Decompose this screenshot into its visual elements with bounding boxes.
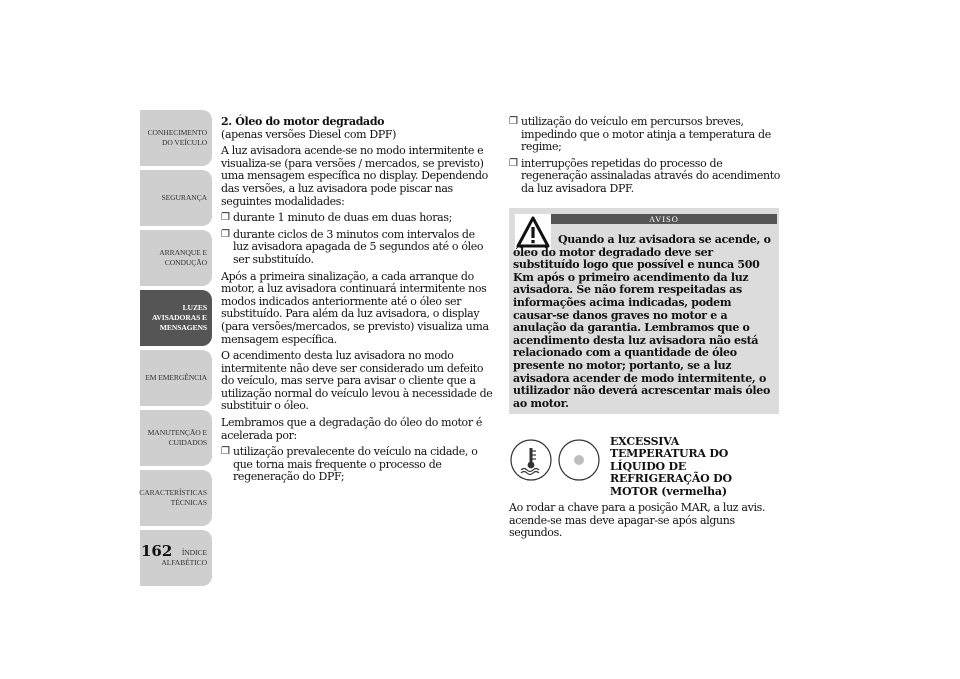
tab-seguranca[interactable] (140, 170, 212, 226)
list-item (221, 229, 493, 267)
checkbox-bullet-icon: ❐ (221, 212, 230, 224)
list-item-text: interrupções repetidas do processo de regeneração assinaladas através do acendimento da luz avisadora DPF. (521, 156, 781, 195)
list-item (221, 446, 493, 484)
tab-label: SEGURANÇA (161, 193, 207, 202)
page-number: 162 (141, 542, 173, 560)
paragraph: O acendimento desta luz avisadora no modo intermitente não deve ser considerado um defeito do veículo, mas serve para avisar o cliente que a utilização normal do veículo levou à necessidade de substituir o óleo. (221, 349, 493, 413)
paragraph: Após a primeira sinalização, a cada arranque do motor, a luz avisadora continuará intermitente nos modos indicados anteriormente até o óleo ser substituído. Para além da luz avisadora, o display (para versões/mercados, se previsto) visualiza uma mensagem específica. (221, 269, 489, 346)
chapter-sidebar (140, 110, 212, 590)
list-item (221, 212, 493, 225)
list-item-text: durante ciclos de 3 minutos com intervalos de luz avisadora apagada de 5 segundos até o óleo ser substituído. (233, 227, 484, 266)
checkbox-bullet-icon: ❐ (509, 157, 518, 169)
tab-manutencao-e-cuidados[interactable] (140, 410, 212, 466)
paragraph: A luz avisadora acende-se no modo intermitente e visualiza-se (para versões / mercados, se previsto) uma mensagem específica no display. Dependendo das versões, a luz avisadora pode piscar nas seguintes modalidades: (221, 144, 488, 208)
tab-em-emergencia[interactable] (140, 350, 212, 406)
tab-conhecimento-do-veiculo[interactable] (140, 110, 212, 166)
list-item (509, 158, 781, 196)
tab-label: MANUTENÇÃO E CUIDADOS (147, 428, 207, 447)
checkbox-bullet-icon: ❐ (221, 446, 230, 458)
list-item-text: utilização do veículo em percursos breves, impedindo que o motor atinja a temperatura de regime; (521, 115, 771, 154)
paragraph: Ao rodar a chave para a posição MAR, a luz avis. acende-se mas deve apagar-se após alguns segundos. (509, 501, 766, 540)
warning-title: AVISO (551, 214, 777, 224)
checkbox-bullet-icon: ❐ (509, 116, 518, 127)
checkbox-bullet-icon: ❐ (221, 228, 230, 240)
list-item-text: utilização prevalecente do veículo na cidade, o que torna mais frequente o processo de regeneração do DPF; (233, 445, 478, 484)
tab-label: CARACTERÍSTICAS TÉCNICAS (139, 488, 207, 507)
tab-label: EM EMERGÊNCIA (145, 373, 207, 382)
list-item-text: durante 1 minuto de duas em duas horas; (233, 211, 452, 225)
list-item (509, 116, 781, 154)
tab-label: CONHECIMENTO DO VEÍCULO (147, 128, 207, 147)
warning-box (509, 208, 779, 414)
tab-arranque-e-conducao[interactable] (140, 230, 212, 286)
paragraph: Lembramos que a degradação do óleo do motor é acelerada por: (221, 416, 483, 442)
right-column (509, 116, 781, 200)
left-column (221, 116, 493, 488)
warning-text: Quando a luz avisadora se acende, o óleo do motor degradado deve ser substituído logo que possível e nunca 500 Km após o primeiro acendimento da luz avisadora. Se não forem respeitadas as informações acima indicadas, podem causar-se danos graves no motor e a anulação da garantia. Lembramos que o acendimento desta luz avisadora não está relacionado com a quantidade de óleo presente no motor; portanto, se a luz avisadora acender de modo intermitente, o utilizador não deverá acrescentar mais óleo ao motor. (513, 233, 771, 410)
tab-caracteristicas-tecnicas[interactable] (140, 470, 212, 526)
section-subheading: (apenas versões Diesel com DPF) (221, 127, 397, 141)
indicator-icons (509, 436, 599, 486)
tab-label: ÍNDICE ALFABÉTICO (161, 548, 207, 567)
indicator-dot-icon (557, 438, 601, 482)
coolant-temperature-icon (509, 438, 553, 482)
excess-temperature-heading: EXCESSIVA TEMPERATURA DO LÍQUIDO DE REFRIGERAÇÃO DO MOTOR (vermelha) (610, 435, 732, 498)
tab-label: ARRANQUE E CONDUÇÃO (159, 248, 207, 267)
tab-label: LUZES AVISADORAS E MENSAGENS (152, 303, 207, 332)
tab-luzes-avisadoras[interactable] (140, 290, 212, 346)
section-heading: 2. Óleo do motor degradado (221, 115, 385, 128)
